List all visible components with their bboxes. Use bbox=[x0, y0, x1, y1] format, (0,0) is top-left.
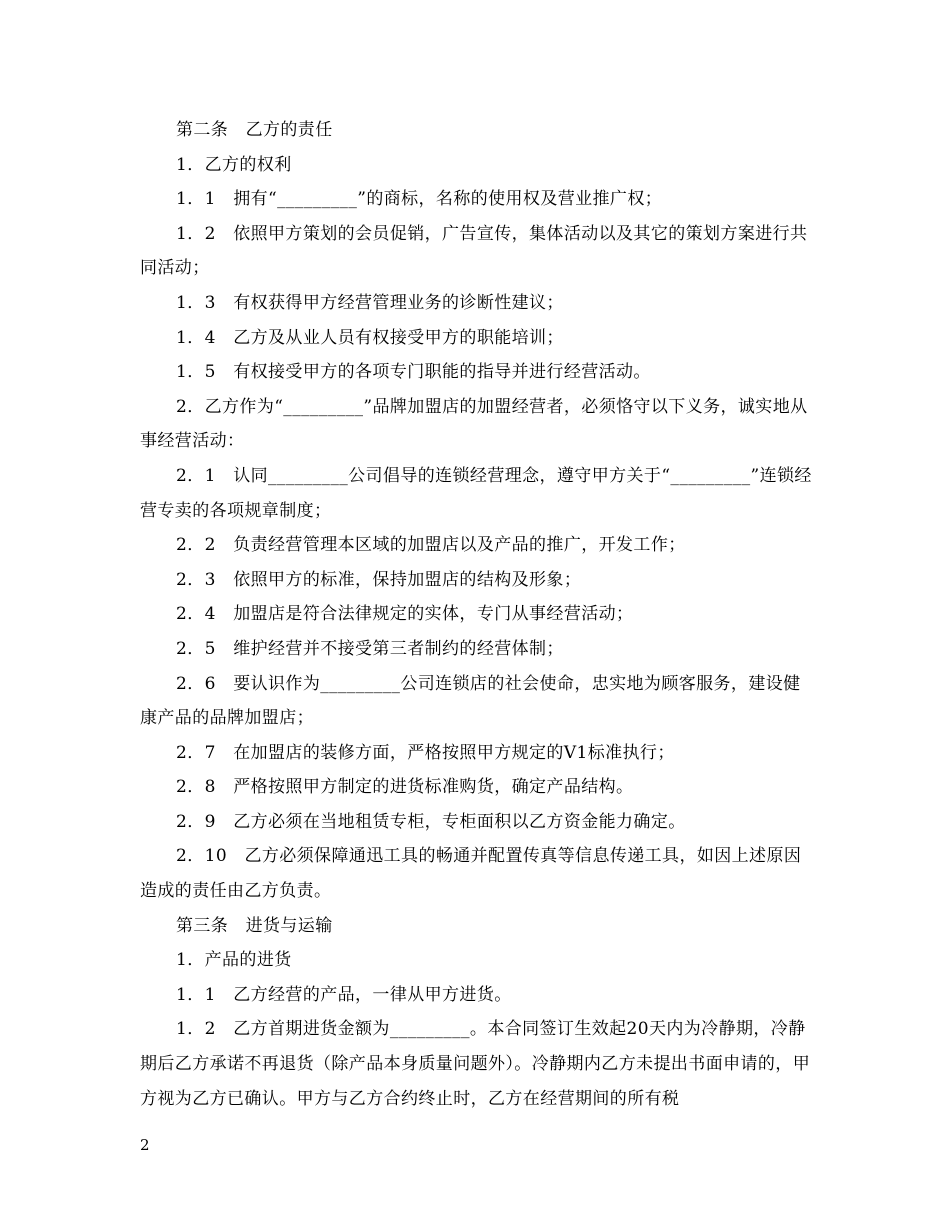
page-number: 2 bbox=[140, 1136, 150, 1154]
section-heading: 1．产品的进货 bbox=[176, 950, 292, 971]
clause: 2．4 加盟店是符合法律规定的实体，专门从事经营活动； bbox=[176, 604, 634, 625]
clause: 2．2 负责经营管理本区域的加盟店以及产品的推广，开发工作； bbox=[176, 535, 686, 556]
section-heading: 1．乙方的权利 bbox=[176, 154, 292, 175]
clause: 2．3 依照甲方的标准，保持加盟店的结构及形象； bbox=[176, 569, 582, 590]
clause: 1．3 有权获得甲方经营管理业务的诊断性建议； bbox=[176, 292, 564, 313]
clause: 2．6 要认识作为_________公司连锁店的社会使命，忠实地为顾客服务，建设健康产品的品牌加盟店； bbox=[140, 673, 801, 729]
document-body bbox=[140, 113, 812, 1116]
clause: 2．9 乙方必须在当地租赁专柜，专柜面积以乙方资金能力确定。 bbox=[176, 811, 686, 832]
clause: 1．4 乙方及从业人员有权接受甲方的职能培训； bbox=[176, 327, 564, 348]
clause: 1．2 依照甲方策划的会员促销，广告宣传，集体活动以及其它的策划方案进行共同活动； bbox=[140, 223, 808, 279]
clause: 2．10 乙方必须保障通迅工具的畅通并配置传真等信息传递工具，如因上述原因造成的责任由乙方负责。 bbox=[140, 846, 802, 902]
clause: 2．7 在加盟店的装修方面，严格按照甲方规定的V1标准执行； bbox=[176, 742, 675, 763]
clause: 2．8 严格按照甲方制定的进货标准购货，确定产品结构。 bbox=[176, 777, 634, 798]
section-heading: 2．乙方作为“_________”品牌加盟店的加盟经营者，必须恪守以下义务，诚实地从事经营活动： bbox=[140, 396, 808, 452]
clause: 1．5 有权接受甲方的各项专门职能的指导并进行经营活动。 bbox=[176, 362, 651, 383]
article-heading: 第二条 乙方的责任 bbox=[176, 120, 333, 140]
article-heading: 第三条 进货与运输 bbox=[176, 915, 333, 936]
clause: 2．5 维护经营并不接受第三者制约的经营体制； bbox=[176, 638, 564, 659]
clause: 1．2 乙方首期进货金额为_________。本合同签订生效起20天内为冷静期，冷静期后乙方承诺不再退货（除产品本身质量问题外）。冷静期内乙方未提出书面申请的，甲方视为乙方已确认。甲方与乙方合约终止时，乙方在经营期间的所有税 bbox=[140, 1019, 811, 1109]
clause: 1．1 拥有“_________”的商标，名称的使用权及营业推广权； bbox=[176, 189, 663, 210]
clause: 1．1 乙方经营的产品，一律从甲方进货。 bbox=[176, 984, 512, 1005]
clause: 2．1 认同_________公司倡导的连锁经营理念，遵守甲方关于“_________”连锁经营专卖的各项规章制度； bbox=[140, 465, 812, 521]
